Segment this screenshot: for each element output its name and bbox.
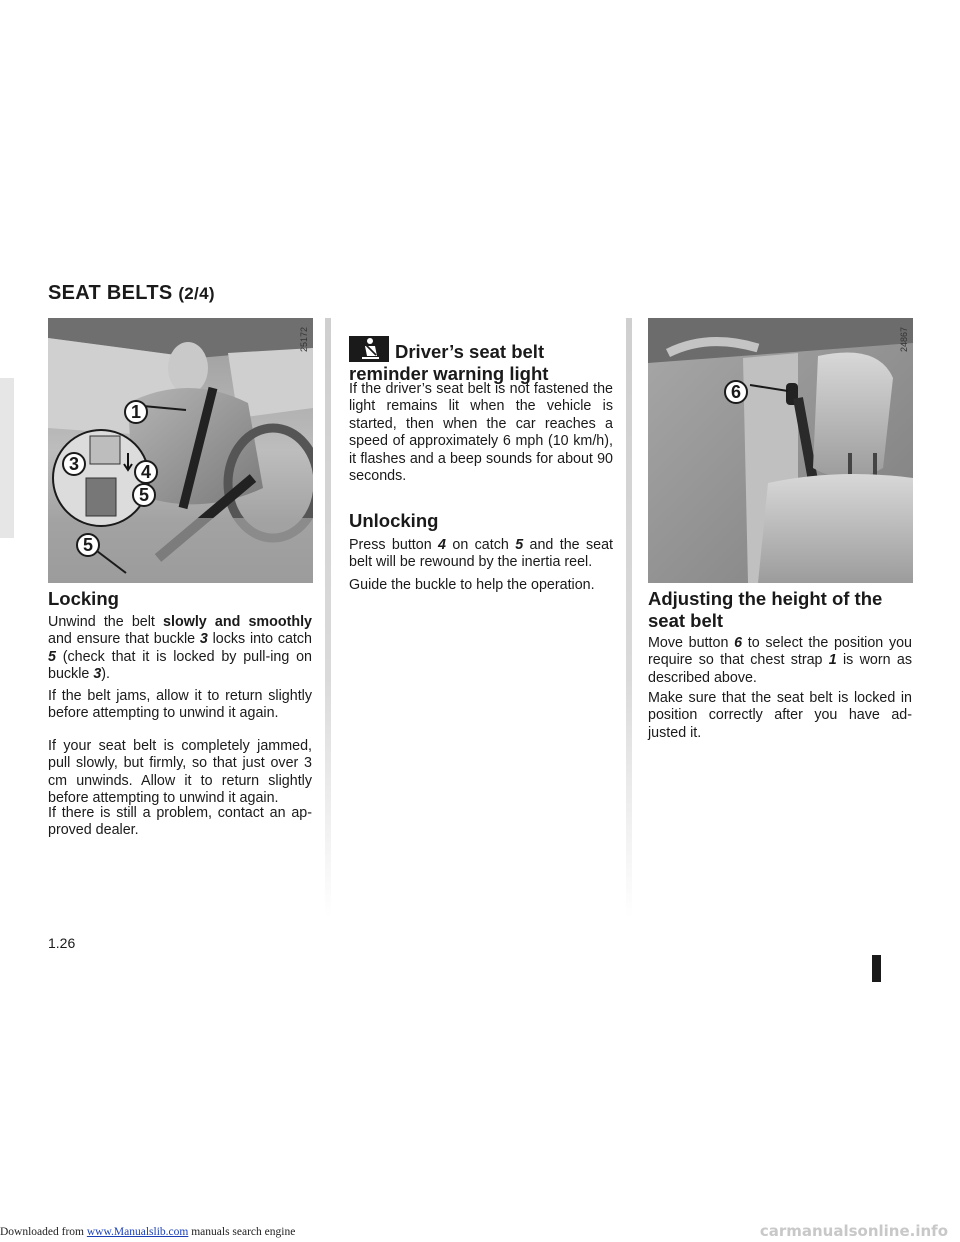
unlocking-paragraph-2: Guide the buckle to help the operation. [349, 577, 595, 593]
unlocking-heading: Unlocking [349, 510, 439, 531]
locking-paragraph-4: If there is still a problem, contact an ap-proved dealer. [48, 805, 312, 839]
locking-heading: Locking [48, 588, 119, 609]
reminder-heading-line-2: reminder warning light [349, 363, 549, 384]
reminder-heading-line-1: Driver’s seat belt [395, 341, 545, 362]
seatbelt-height-adjuster-illustration [648, 318, 913, 583]
page-side-tab [0, 378, 14, 538]
callout-3-buckle: 3 [62, 452, 86, 476]
download-footer: Downloaded from www.Manualslib.com manuals search engine [0, 1226, 296, 1238]
chapter-end-marker [872, 955, 881, 982]
reminder-heading [349, 336, 613, 385]
figure-code-25172: 25172 [299, 326, 309, 352]
callout-1-chest-strap: 1 [124, 400, 148, 424]
page-number: 1.26 [48, 935, 76, 951]
adjusting-heading-line-1: Adjusting the height of the [648, 588, 883, 609]
adjusting-paragraph-1: Move button 6 to select the position you require so that chest strap 1 is worn as described above. [648, 635, 913, 686]
reminder-paragraph: If the driver’s seat belt is not fastened the light remains lit when the vehicle is started, then when the car reaches a speed of approximately 6 mph (10 km/h), it flashes and a beep sounds for about 90 seconds. [349, 381, 613, 485]
callout-6-adjust-button: 6 [724, 380, 748, 404]
column-divider-right [626, 318, 632, 918]
callout-5-catch: 5 [132, 483, 156, 507]
locking-paragraph-2: If the belt jams, allow it to return slightly before attempting to unwind it again. [48, 688, 312, 722]
unlocking-paragraph-1: Press button 4 on catch 5 and the seat belt will be rewound by the inertia reel. [349, 537, 613, 571]
seatbelt-warning-icon [349, 336, 389, 362]
watermark: carmanualsonline.info [759, 1222, 948, 1240]
adjusting-heading-line-2: seat belt [648, 610, 724, 631]
callout-5-catch-location: 5 [76, 533, 100, 557]
section-part: (2/4) [178, 284, 215, 303]
column-divider-left [325, 318, 331, 918]
adjusting-paragraph-2: Make sure that the seat belt is locked in position correctly after you have ad-justed it. [648, 690, 912, 741]
locking-paragraph-3: If your seat belt is completely jammed, pull slowly, but firmly, so that just over 3 cm unwinds. Allow it to return slightly before attempting to unwind it again. [48, 738, 312, 807]
manualslib-link[interactable]: www.Manualslib.com [86, 1226, 189, 1238]
callout-4-button: 4 [134, 460, 158, 484]
locking-paragraph-1: Unwind the belt slowly and smoothly and ensure that buckle 3 locks into catch 5 (check that it is locked by pull-ing on buckle 3). [48, 614, 312, 683]
section-title-text: SEAT BELTS [48, 282, 173, 304]
figure-code-24867: 24867 [899, 326, 909, 352]
adjusting-heading [648, 588, 912, 632]
section-title [48, 282, 215, 305]
